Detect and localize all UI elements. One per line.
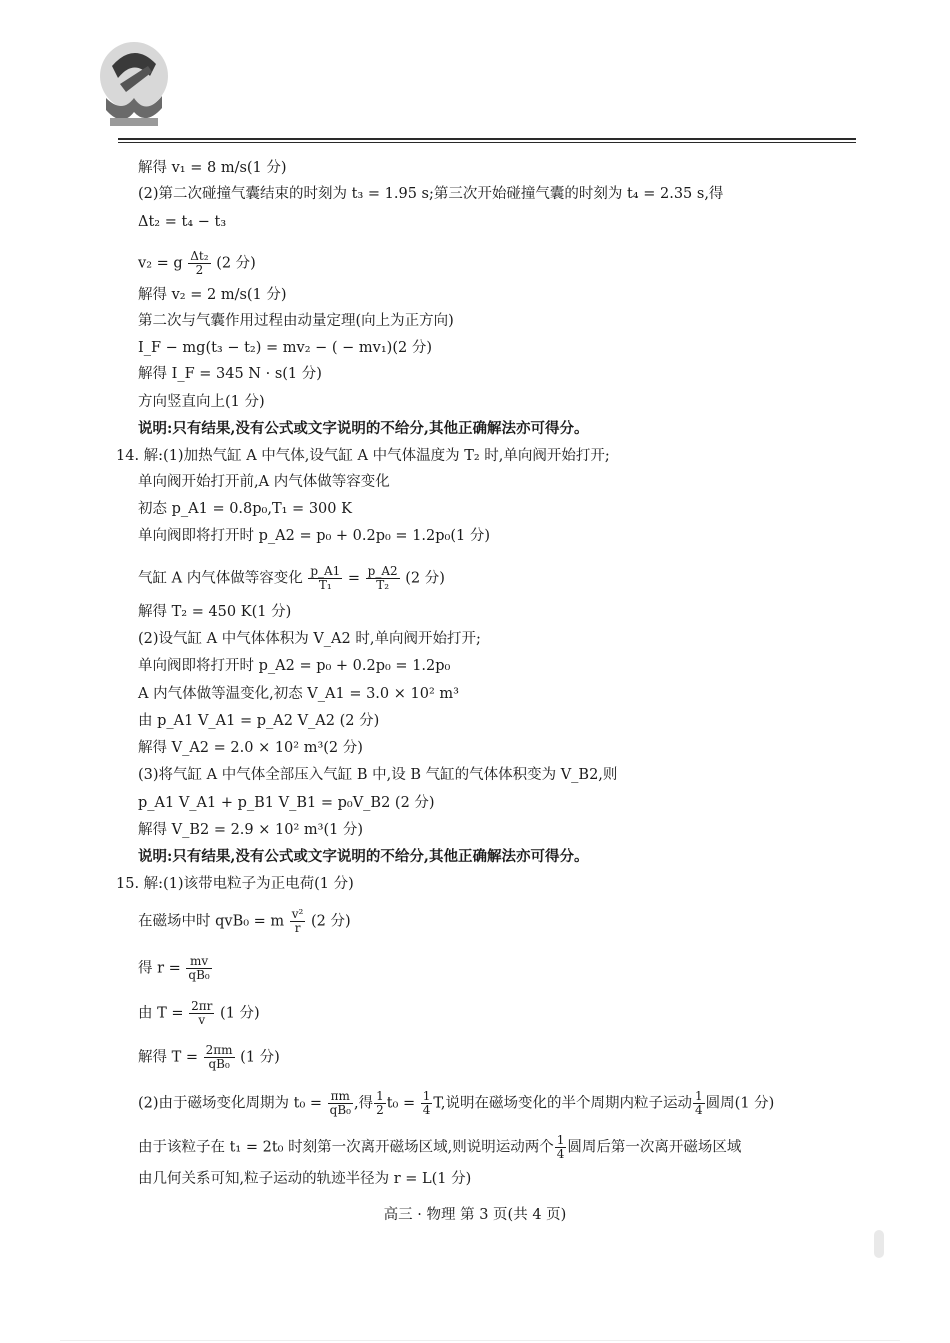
fraction-denominator: 4 xyxy=(556,1147,565,1161)
text-line: Δt₂ = t₄ − t₃ xyxy=(138,214,227,230)
text-line: (3)将气缸 A 中气体全部压入气缸 B 中,设 B 气缸的气体体积变为 V_B2,则 xyxy=(138,767,618,783)
formula-text: 气缸 A 内气体做等容变化 xyxy=(138,570,303,587)
fraction-numerator: 2πr xyxy=(191,999,213,1013)
text-line: A 内气体做等温变化,初态 V_A1 = 3.0 × 10² m³ xyxy=(138,686,459,702)
fraction-numerator: Δt₂ xyxy=(190,249,209,263)
question-15-heading: 15. 解:(1)该带电粒子为正电荷(1 分) xyxy=(116,876,354,892)
text-line: (2)设气缸 A 中气体体积为 V_A2 时,单向阀开始打开; xyxy=(138,631,481,647)
fraction xyxy=(189,1000,214,1027)
fraction xyxy=(374,1090,386,1117)
formula-text: = xyxy=(347,570,361,587)
formula-text: 圆周后第一次离开磁场区域 xyxy=(567,1139,742,1156)
fraction-denominator: 4 xyxy=(695,1103,703,1117)
formula-line xyxy=(138,1090,774,1117)
fraction xyxy=(186,955,211,982)
text-line: 由几何关系可知,粒子运动的轨迹半径为 r = L(1 分) xyxy=(138,1171,472,1187)
text-line: 单向阀开始打开前,A 内气体做等容变化 xyxy=(138,474,390,490)
text-line: 第二次与气囊作用过程由动量定理(向上为正方向) xyxy=(138,313,454,329)
formula-text: 由于该粒子在 t₁ = 2t₀ 时刻第一次离开磁场区域,则说明运动两个 xyxy=(138,1139,554,1156)
page-footer: 高三 · 物理 第 3 页(共 4 页) xyxy=(383,1207,567,1223)
text-line: 解得 V_A2 = 2.0 × 10² m³(2 分) xyxy=(138,740,363,756)
note-line: 说明:只有结果,没有公式或文字说明的不给分,其他正确解法亦可得分。 xyxy=(138,848,589,865)
fraction-numerator: p_A1 xyxy=(310,564,341,578)
formula-line xyxy=(138,1000,260,1027)
formula-line xyxy=(138,908,351,935)
scrollbar-thumb[interactable] xyxy=(874,1230,884,1258)
text-line: 解得 T₂ = 450 K(1 分) xyxy=(138,604,292,620)
text-line: 解得 V_B2 = 2.9 × 10² m³(1 分) xyxy=(138,822,364,838)
formula-text: (2 分) xyxy=(216,255,256,272)
fraction xyxy=(693,1090,705,1117)
note-line: 说明:只有结果,没有公式或文字说明的不给分,其他正确解法亦可得分。 xyxy=(138,420,589,437)
formula-text: 在磁场中时 qvB₀ = m xyxy=(138,913,285,930)
formula-text: T,说明在磁场变化的半个周期内粒子运动 xyxy=(433,1095,693,1112)
formula-text: 圆周(1 分) xyxy=(705,1095,775,1112)
text-line: 初态 p_A1 = 0.8p₀,T₁ = 300 K xyxy=(138,501,352,517)
formula-text: 得 r = xyxy=(138,960,181,977)
fraction-denominator: T₁ xyxy=(318,578,332,592)
text-line: I_F − mg(t₃ − t₂) = mv₂ − ( − mv₁)(2 分) xyxy=(138,340,432,356)
formula-line xyxy=(138,565,445,592)
fraction xyxy=(421,1090,433,1117)
formula-line xyxy=(138,1044,280,1071)
fraction-denominator: r xyxy=(294,921,301,935)
fraction xyxy=(366,565,400,592)
formula-text: (2 分) xyxy=(405,570,445,587)
text-line: 方向竖直向上(1 分) xyxy=(138,394,265,410)
formula-text: (1 分) xyxy=(240,1049,280,1066)
fraction-numerator: mv xyxy=(186,955,211,969)
text-line: 由 p_A1 V_A1 = p_A2 V_A2 (2 分) xyxy=(138,713,380,729)
fraction-denominator: qB₀ xyxy=(188,968,210,982)
fraction xyxy=(308,565,342,592)
fraction-numerator: 1 xyxy=(695,1089,703,1103)
fraction-numerator: πm xyxy=(328,1090,353,1104)
formula-text: v₂ = g xyxy=(138,255,183,272)
fraction-numerator: 1 xyxy=(376,1089,384,1103)
text-line: (2)第二次碰撞气囊结束的时刻为 t₃ = 1.95 s;第三次开始碰撞气囊的时刻为 t₄ = 2.35 s,得 xyxy=(138,186,724,202)
fraction-numerator: 1 xyxy=(556,1133,565,1147)
text-line: 解得 v₂ = 2 m/s(1 分) xyxy=(138,287,287,303)
fraction-denominator: 4 xyxy=(422,1103,431,1117)
fraction-denominator: qB₀ xyxy=(329,1103,351,1117)
fraction-denominator: T₂ xyxy=(376,578,390,592)
text-line: 单向阀即将打开时 p_A2 = p₀ + 0.2p₀ = 1.2p₀ xyxy=(138,658,451,674)
fraction-numerator: p_A2 xyxy=(367,564,398,578)
formula-line xyxy=(138,955,213,982)
fraction-denominator: 2 xyxy=(195,263,204,277)
text-line: p_A1 V_A1 + p_B1 V_B1 = p₀V_B2 (2 分) xyxy=(138,795,435,811)
fraction xyxy=(328,1090,353,1117)
formula-line xyxy=(138,1134,741,1161)
formula-text: (2)由于磁场变化周期为 t₀ = xyxy=(138,1095,323,1112)
fraction-numerator: 2πm xyxy=(205,1043,233,1057)
question-14-heading: 14. 解:(1)加热气缸 A 中气体,设气缸 A 中气体温度为 T₂ 时,单向阀开始打开; xyxy=(116,448,610,464)
formula-text: (1 分) xyxy=(220,1005,260,1022)
fraction xyxy=(290,908,306,935)
fraction-denominator: 2 xyxy=(376,1103,384,1117)
text-line: 解得 I_F = 345 N · s(1 分) xyxy=(138,366,322,382)
fraction-numerator: 1 xyxy=(422,1089,431,1103)
page-bottom-edge xyxy=(60,1340,900,1341)
formula-text: t₀ = xyxy=(386,1095,416,1112)
fraction xyxy=(188,250,210,277)
text-line: 单向阀即将打开时 p_A2 = p₀ + 0.2p₀ = 1.2p₀(1 分) xyxy=(138,528,490,544)
text-line: 解得 v₁ = 8 m/s(1 分) xyxy=(138,160,287,176)
fraction xyxy=(204,1044,235,1071)
formula-line xyxy=(138,250,256,277)
formula-text: 解得 T = xyxy=(138,1049,199,1066)
formula-text: ,得 xyxy=(353,1095,374,1112)
fraction-numerator: v² xyxy=(291,907,304,921)
formula-text: (2 分) xyxy=(310,913,351,930)
formula-text: 由 T = xyxy=(138,1005,184,1022)
fraction xyxy=(555,1134,567,1161)
fraction-denominator: qB₀ xyxy=(208,1057,230,1071)
fraction-denominator: v xyxy=(198,1013,206,1027)
